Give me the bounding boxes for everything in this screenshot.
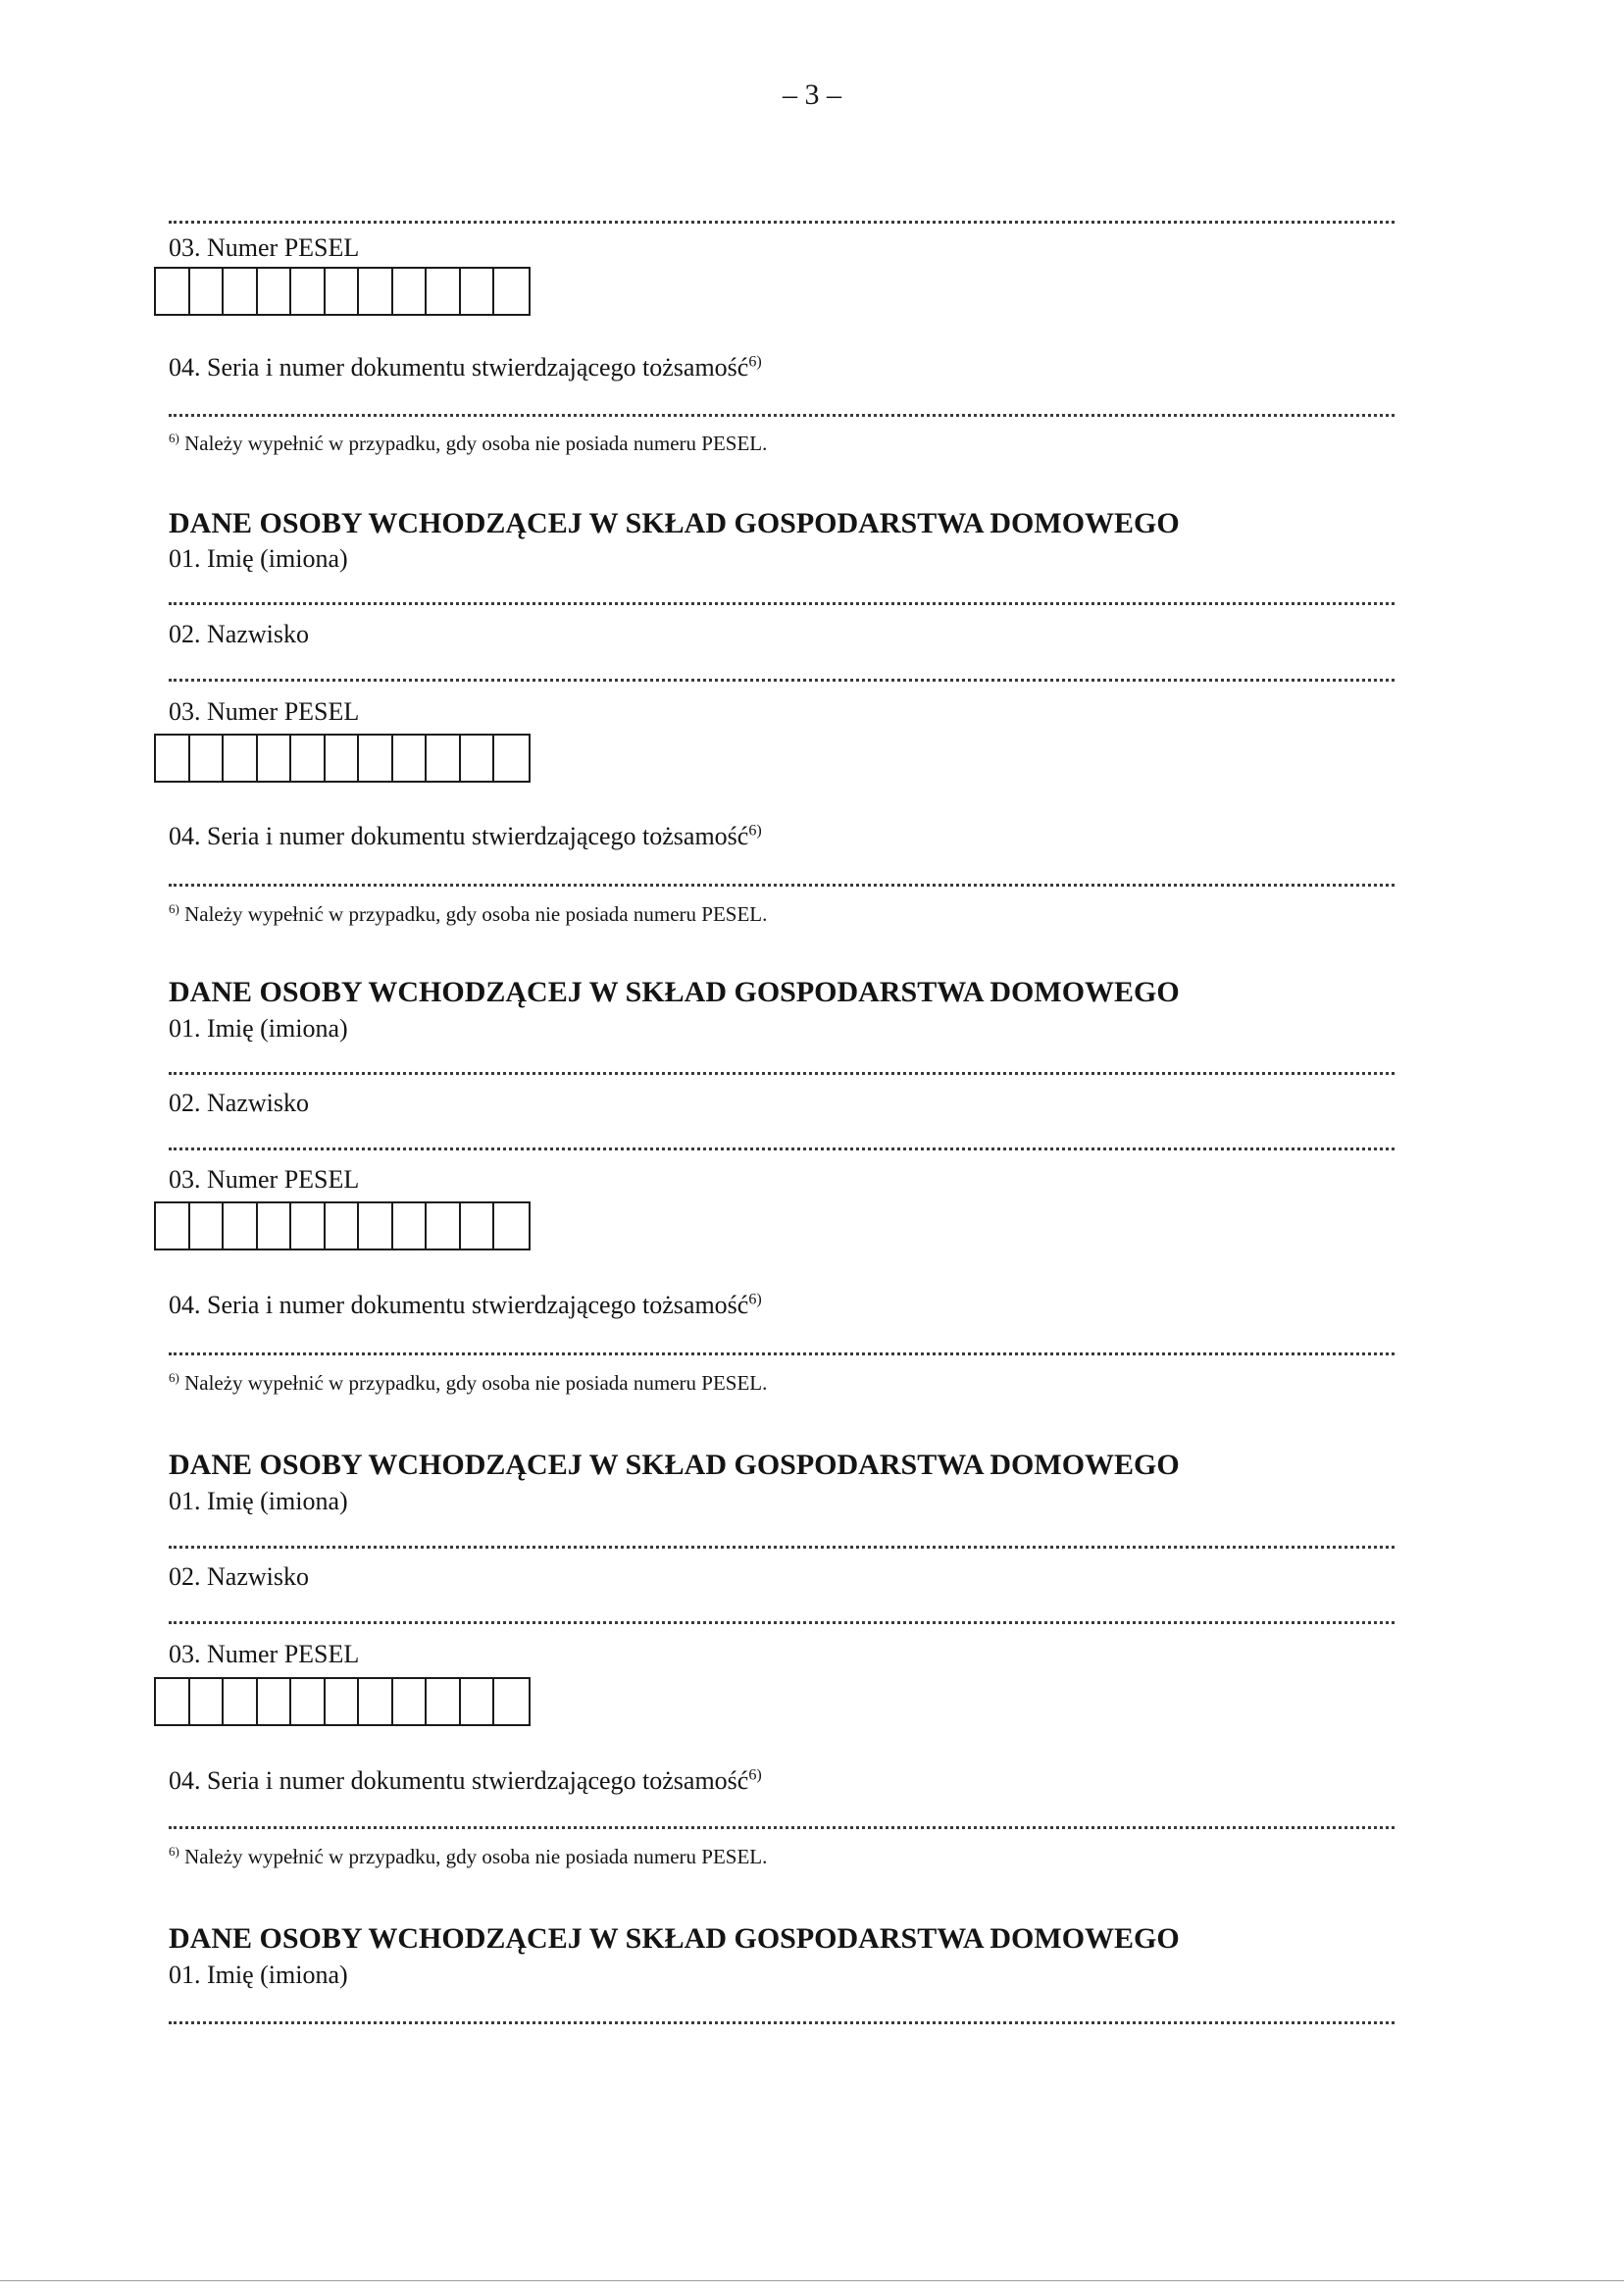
pesel-boxes[interactable]: [154, 267, 531, 316]
first-name-label: 01. Imię (imiona): [169, 1961, 348, 1989]
dotted-line[interactable]: [169, 1546, 1395, 1549]
section-heading: DANE OSOBY WCHODZĄCEJ W SKŁAD GOSPODARSTWA DOMOWEGO: [169, 1449, 1180, 1481]
dotted-line[interactable]: [169, 602, 1395, 605]
pesel-digit-box[interactable]: [190, 269, 225, 314]
pesel-digit-box[interactable]: [393, 736, 428, 781]
pesel-digit-box[interactable]: [393, 1679, 428, 1724]
pesel-digit-box[interactable]: [461, 736, 495, 781]
pesel-digit-box[interactable]: [156, 269, 190, 314]
pesel-digit-box[interactable]: [494, 269, 529, 314]
footnote: $^{6)}$ Należy wypełnić w przypadku, gdy osoba nie posiada numeru PESEL.: [169, 1844, 768, 1868]
pesel-digit-box[interactable]: [427, 1679, 461, 1724]
pesel-digit-box[interactable]: [461, 1203, 495, 1249]
pesel-digit-box[interactable]: [359, 736, 393, 781]
section-heading: DANE OSOBY WCHODZĄCEJ W SKŁAD GOSPODARSTWA DOMOWEGO: [169, 507, 1180, 539]
document-label: 04. Seria i numer dokumentu stwierdzającego tożsamość$^{6)}$: [169, 1291, 762, 1319]
pesel-digit-box[interactable]: [427, 269, 461, 314]
pesel-digit-box[interactable]: [326, 736, 360, 781]
dotted-line[interactable]: [169, 1147, 1395, 1150]
pesel-digit-box[interactable]: [393, 1203, 428, 1249]
dotted-line[interactable]: [169, 1826, 1395, 1829]
pesel-digit-box[interactable]: [190, 1679, 225, 1724]
document-label: 04. Seria i numer dokumentu stwierdzającego tożsamość$^{6)}$: [169, 1766, 762, 1795]
dotted-line[interactable]: [169, 1352, 1395, 1355]
pesel-digit-box[interactable]: [291, 1203, 326, 1249]
pesel-label: 03. Numer PESEL: [169, 233, 360, 262]
pesel-digit-box[interactable]: [461, 1679, 495, 1724]
pesel-digit-box[interactable]: [258, 736, 292, 781]
pesel-label: 03. Numer PESEL: [169, 1640, 360, 1668]
pesel-digit-box[interactable]: [190, 736, 225, 781]
pesel-digit-box[interactable]: [224, 736, 258, 781]
pesel-digit-box[interactable]: [427, 736, 461, 781]
pesel-digit-box[interactable]: [461, 269, 495, 314]
page-number: – 3 –: [783, 78, 841, 111]
pesel-digit-box[interactable]: [359, 269, 393, 314]
pesel-digit-box[interactable]: [258, 269, 292, 314]
pesel-digit-box[interactable]: [494, 1679, 529, 1724]
pesel-digit-box[interactable]: [156, 1203, 190, 1249]
first-name-label: 01. Imię (imiona): [169, 544, 348, 573]
footnote: $^{6)}$ Należy wypełnić w przypadku, gdy osoba nie posiada numeru PESEL.: [169, 1370, 768, 1395]
dotted-line[interactable]: [169, 2021, 1395, 2024]
pesel-digit-box[interactable]: [359, 1679, 393, 1724]
last-name-label: 02. Nazwisko: [169, 620, 309, 648]
pesel-digit-box[interactable]: [156, 736, 190, 781]
last-name-label: 02. Nazwisko: [169, 1562, 309, 1591]
section-heading: DANE OSOBY WCHODZĄCEJ W SKŁAD GOSPODARSTWA DOMOWEGO: [169, 1922, 1180, 1955]
pesel-digit-box[interactable]: [326, 269, 360, 314]
pesel-digit-box[interactable]: [291, 736, 326, 781]
pesel-digit-box[interactable]: [291, 269, 326, 314]
dotted-line[interactable]: [169, 679, 1395, 682]
footnote: $^{6)}$ Należy wypełnić w przypadku, gdy osoba nie posiada numeru PESEL.: [169, 431, 768, 455]
first-name-label: 01. Imię (imiona): [169, 1014, 348, 1043]
footnote: $^{6)}$ Należy wypełnić w przypadku, gdy osoba nie posiada numeru PESEL.: [169, 901, 768, 926]
document-label: 04. Seria i numer dokumentu stwierdzającego tożsamość$^{6)}$: [169, 353, 762, 382]
pesel-digit-box[interactable]: [190, 1203, 225, 1249]
document-label: 04. Seria i numer dokumentu stwierdzającego tożsamość$^{6)}$: [169, 822, 762, 850]
pesel-digit-box[interactable]: [494, 1203, 529, 1249]
pesel-digit-box[interactable]: [427, 1203, 461, 1249]
pesel-label: 03. Numer PESEL: [169, 1165, 360, 1194]
pesel-digit-box[interactable]: [291, 1679, 326, 1724]
pesel-digit-box[interactable]: [326, 1679, 360, 1724]
pesel-boxes[interactable]: [154, 1677, 531, 1726]
pesel-digit-box[interactable]: [224, 269, 258, 314]
pesel-digit-box[interactable]: [393, 269, 428, 314]
dotted-line[interactable]: [169, 884, 1395, 887]
pesel-digit-box[interactable]: [326, 1203, 360, 1249]
pesel-digit-box[interactable]: [156, 1679, 190, 1724]
pesel-digit-box[interactable]: [359, 1203, 393, 1249]
scan-edge-line: [0, 2280, 1624, 2281]
dotted-line[interactable]: [169, 414, 1395, 417]
dotted-line[interactable]: [169, 221, 1395, 224]
dotted-line[interactable]: [169, 1072, 1395, 1075]
pesel-digit-box[interactable]: [258, 1679, 292, 1724]
pesel-label: 03. Numer PESEL: [169, 697, 360, 726]
dotted-line[interactable]: [169, 1621, 1395, 1624]
first-name-label: 01. Imię (imiona): [169, 1487, 348, 1515]
last-name-label: 02. Nazwisko: [169, 1089, 309, 1117]
pesel-digit-box[interactable]: [258, 1203, 292, 1249]
pesel-boxes[interactable]: [154, 1201, 531, 1250]
pesel-digit-box[interactable]: [224, 1203, 258, 1249]
pesel-digit-box[interactable]: [494, 736, 529, 781]
pesel-boxes[interactable]: [154, 734, 531, 783]
section-heading: DANE OSOBY WCHODZĄCEJ W SKŁAD GOSPODARSTWA DOMOWEGO: [169, 976, 1180, 1008]
pesel-digit-box[interactable]: [224, 1679, 258, 1724]
